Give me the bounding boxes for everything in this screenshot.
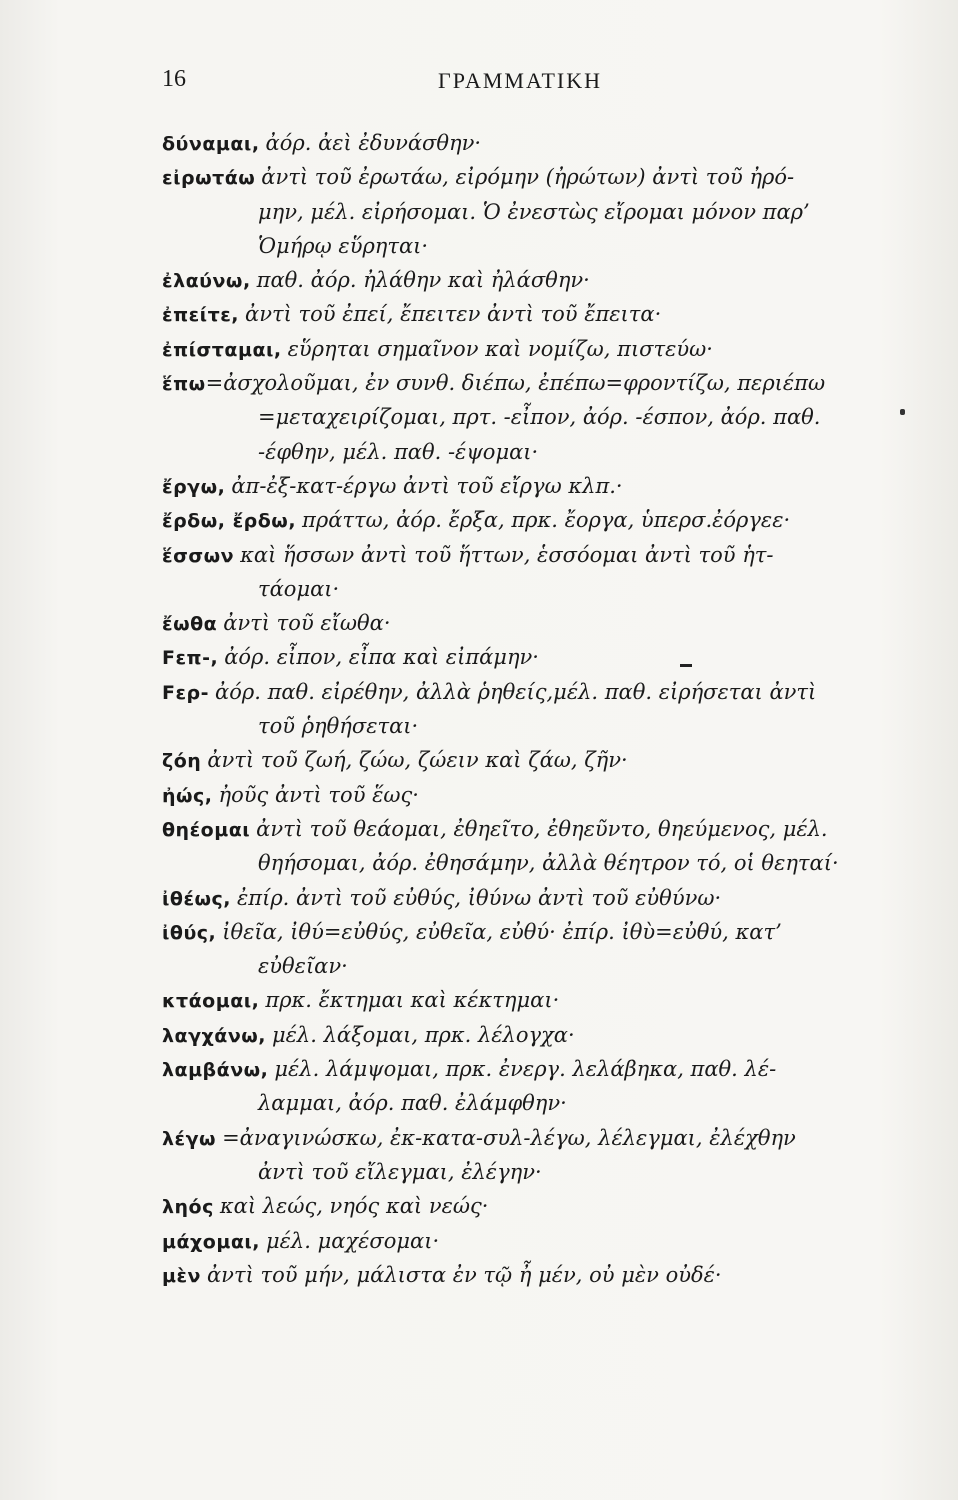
stray-dash-mark	[680, 664, 692, 667]
entry-text: ἠοῦς ἀντὶ τοῦ ἕως·	[218, 782, 419, 807]
lemma: λαμβάνω,	[162, 1059, 269, 1082]
entry-line	[162, 538, 902, 572]
margin-ink-dot	[900, 409, 905, 415]
lemma: ἕσσων	[162, 544, 235, 567]
entry-continuation	[162, 400, 902, 434]
entry-line	[162, 332, 902, 366]
entry-continuation	[162, 949, 902, 983]
entry-text: ἀντὶ τοῦ εἴλεγμαι, ἐλέγην·	[258, 1159, 542, 1184]
entry-text: -έφθην, μέλ. παθ. -έψομαι·	[258, 439, 539, 464]
page-header	[162, 66, 902, 98]
lemma: ἔωθα	[162, 613, 218, 636]
lemma: ζόη	[162, 750, 202, 773]
entry-text: μέλ. λάξομαι, πρκ. λέλογχα·	[272, 1022, 575, 1047]
entry-text: ἀντὶ τοῦ ζωή, ζώω, ζώειν καὶ ζάω, ζῆν·	[207, 748, 628, 773]
entry-text: εὕρηται σημαῖνον καὶ νομίζω, πιστεύω·	[287, 336, 713, 361]
entry-text: ἀντὶ τοῦ ἐπεί, ἔπειτεν ἀντὶ τοῦ ἔπειτα·	[245, 302, 662, 327]
entry-line	[162, 675, 902, 709]
entry-continuation	[162, 846, 902, 880]
entry-line	[162, 640, 902, 674]
entry-text: πράττω, ἀόρ. ἔρξα, πρκ. ἔοργα, ὑπερσ.ἐόργεε·	[302, 508, 791, 533]
entry-line	[162, 812, 902, 846]
entry-line	[162, 469, 902, 503]
lemma: θηέομαι	[162, 818, 251, 841]
entry-text: μέλ. λάμψομαι, πρκ. ἐνεργ. λελάβηκα, παθ. λέ-	[274, 1057, 777, 1082]
entry-text: λαμμαι, ἀόρ. παθ. ἐλάμφθην·	[258, 1091, 567, 1116]
entry-line	[162, 1018, 902, 1052]
lemma: ἕπω	[162, 373, 206, 396]
entry-text: ἀόρ. εἶπον, εἶπα καὶ εἰπάμην·	[224, 645, 539, 670]
lemma: ἠώς,	[162, 784, 213, 807]
entry-line	[162, 263, 902, 297]
entry-text: παθ. ἀόρ. ἠλάθην καὶ ἠλάσθην·	[256, 268, 590, 293]
lemma: ἐπείτε,	[162, 304, 240, 327]
entry-line	[162, 606, 902, 640]
entry-line	[162, 1258, 902, 1292]
entry-line	[162, 1224, 902, 1258]
running-title: ΓΡΑΜΜΑΤΙΚΗ	[438, 68, 602, 93]
entry-text: ἀπ-ἐξ-κατ-έργω ἀντὶ τοῦ εἴργω κλπ.·	[231, 473, 623, 498]
lemma: ἰθύς,	[162, 921, 217, 944]
lemma: μὲν	[162, 1264, 201, 1287]
lemma: ἔργω,	[162, 475, 226, 498]
entry-text: ἀντὶ τοῦ μήν, μάλιστα ἐν τῷ ἦ μέν, οὐ μὲν οὐδέ·	[207, 1262, 722, 1287]
entry-text: θηήσομαι, ἀόρ. ἐθησάμην, ἀλλὰ θέητρον τό, οἱ θεηταί·	[258, 851, 839, 876]
entry-line	[162, 881, 902, 915]
entry-line	[162, 1189, 902, 1223]
lemma: εἰρωτάω	[162, 167, 256, 190]
entry-text: εὐθεῖαν·	[258, 954, 348, 979]
entry-line	[162, 126, 902, 160]
lemma: λαγχάνω,	[162, 1024, 267, 1047]
entry-line	[162, 297, 902, 331]
entry-continuation	[162, 1155, 902, 1189]
entry-text: ἀντὶ τοῦ θεάομαι, ἐθηεῖτο, ἐθηεῦντο, θηεύμενος, μέλ.	[256, 816, 828, 841]
entry-text: =ἀναγινώσκω, ἐκ-κατα-συλ-λέγω, λέλεγμαι, ἐλέχθην	[222, 1125, 796, 1150]
entry-text: τάομαι·	[258, 576, 340, 601]
lemma: ἐλαύνω,	[162, 270, 251, 293]
entry-text: πρκ. ἔκτημαι καὶ κέκτημαι·	[265, 988, 560, 1013]
entry-line	[162, 503, 902, 537]
entry-text: ἀντὶ τοῦ εἴωθα·	[223, 611, 391, 636]
entry-continuation	[162, 435, 902, 469]
entry-text: ἀόρ. ἀεὶ ἐδυνάσθην·	[265, 131, 482, 155]
entry-text: μην, μέλ. εἰρήσομαι. Ὁ ἐνεστὼς εἴρομαι μόνον παρ’	[258, 199, 810, 224]
entry-text: καὶ λεώς, νηός καὶ νεώς·	[219, 1194, 489, 1219]
entry-text: μέλ. μαχέσομαι·	[266, 1228, 440, 1253]
lemma: λέγω	[162, 1127, 217, 1150]
lemma: Fερ-	[162, 681, 210, 704]
entry-line	[162, 1121, 902, 1155]
entry-line	[162, 743, 902, 777]
entry-text: καὶ ἥσσων ἀντὶ τοῦ ἥττων, ἑσσόομαι ἀντὶ τοῦ ἡτ-	[240, 542, 774, 567]
entry-continuation	[162, 1086, 902, 1120]
entry-line	[162, 366, 902, 400]
entry-line	[162, 915, 902, 949]
lemma: μάχομαι,	[162, 1230, 260, 1253]
entry-line	[162, 778, 902, 812]
entry-text: =ἀσχολοῦμαι, ἐν συνθ. διέπω, ἐπέπω=φροντίζω, περιέπω	[205, 371, 826, 396]
lemma: ληός	[162, 1196, 214, 1219]
entry-continuation	[162, 709, 902, 743]
lemma: Fεπ-,	[162, 647, 219, 670]
entry-text: ἀντὶ τοῦ ἐρωτάω, εἰρόμην (ἠρώτων) ἀντὶ τοῦ ἠρό-	[261, 165, 795, 190]
entry-text: τοῦ ῥηθήσεται·	[258, 714, 419, 739]
entry-line	[162, 1052, 902, 1086]
entry-continuation	[162, 572, 902, 606]
lemma: δύναμαι,	[162, 133, 260, 155]
lemma: ἐπίσταμαι,	[162, 338, 282, 361]
entry-text: ἀόρ. παθ. εἰρέθην, ἀλλὰ ῥηθείς,μέλ. παθ. εἰρήσεται ἀντὶ	[215, 679, 817, 704]
entry-line	[162, 983, 902, 1017]
entry-continuation	[162, 195, 902, 229]
page-number: 16	[162, 66, 186, 92]
glossary-entries	[162, 126, 902, 1292]
entry-line	[162, 160, 902, 194]
lemma: κτάομαι,	[162, 990, 260, 1013]
entry-text: Ὁμήρῳ εὕρηται·	[258, 233, 429, 258]
entry-text: =μεταχειρίζομαι, πρτ. -εἶπον, ἀόρ. -έσπον, ἀόρ. παθ.	[258, 405, 821, 430]
lemma: ἰθέως,	[162, 887, 232, 910]
entry-text: ἐπίρ. ἀντὶ τοῦ εὐθύς, ἰθύνω ἀντὶ τοῦ εὐθύνω·	[237, 885, 722, 910]
lemma: ἔρδω, ἔρδω,	[162, 510, 297, 533]
entry-continuation	[162, 229, 902, 263]
entry-text: ἰθεῖα, ἰθύ=εὐθύς, εὐθεῖα, εὐθύ· ἐπίρ. ἰθὺ=εὐθύ, κατ’	[222, 919, 782, 944]
